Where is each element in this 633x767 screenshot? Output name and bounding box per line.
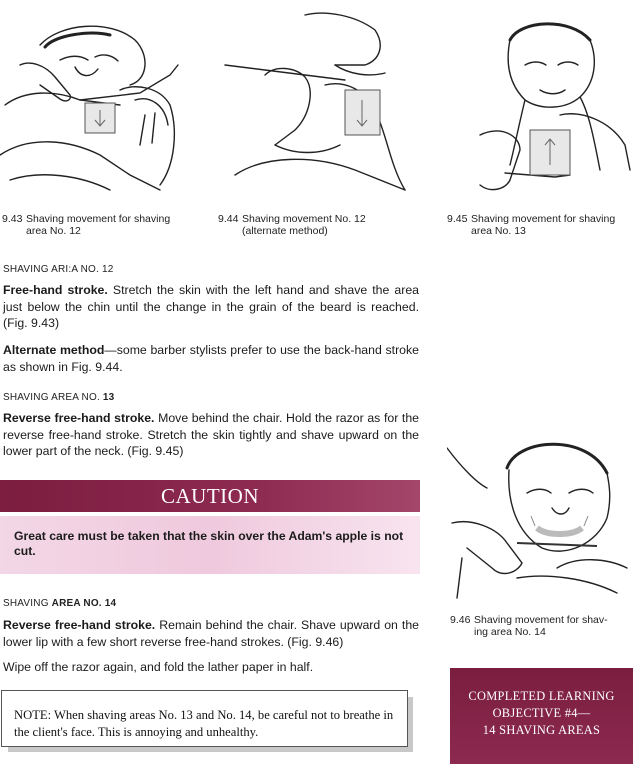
caption-line: Shaving movement for shaving: [26, 213, 171, 225]
term-reverse-free-hand-stroke: Reverse free-hand stroke.: [3, 411, 155, 425]
note-text: NOTE: When shaving areas No. 13 and No. 14, be careful not to breathe in the client's face. This is annoying and unhealthy.: [14, 708, 394, 739]
heading-text: SHAVING AREA NO.: [3, 392, 103, 403]
term-reverse-free-hand-stroke: Reverse free-hand stroke.: [3, 618, 156, 632]
objective-line: 14 SHAVING AREAS: [482, 723, 601, 737]
caption-line: Shaving movement for shaving: [471, 213, 616, 225]
note-box: [1, 690, 408, 747]
figure-9-43-caption: [2, 213, 202, 237]
caption-line: (alternate method): [242, 225, 328, 237]
section-12-paragraph-2: [3, 342, 419, 375]
section-14-heading: [3, 598, 116, 609]
paragraph-text: —some barber stylists prefer to use the back-hand stroke as shown in Fig. 9.44.: [3, 343, 419, 374]
section-12-heading: SHAVING ARI:A NO. 12: [3, 264, 114, 275]
term-free-hand-stroke: Free-hand stroke.: [3, 283, 108, 297]
caution-box: [0, 516, 420, 574]
figure-number: 9.46: [450, 614, 471, 626]
paragraph-text: Move behind the chair. Hold the razor as for the reverse free-hand stroke. Stretch the skin tightly and shave upward on the lower part of the neck. (Fig. 9.45): [3, 411, 420, 458]
term-alternate-method: Alternate method: [3, 343, 105, 357]
figure-9-46-caption: [450, 614, 633, 638]
heading-bold-text: AREA NO. 14: [51, 598, 117, 609]
caption-line: area No. 12: [26, 225, 81, 237]
figure-9-44-illustration: [205, 5, 415, 200]
section-12-paragraph-1: [3, 282, 419, 332]
paragraph-text: Stretch the skin with the left hand and shave the area just below the chin until the change in the grain of the beard is reached. (Fig. 9.43): [3, 283, 420, 330]
section-14-paragraph: [3, 617, 419, 650]
heading-number: 13: [102, 392, 115, 403]
figure-9-45-caption: [447, 213, 633, 237]
caution-title-bar: CAUTION: [0, 480, 420, 512]
figure-number: 9.43: [2, 213, 23, 225]
figure-number: 9.45: [447, 213, 468, 225]
figure-9-45-illustration: [440, 5, 633, 200]
objective-line: OBJECTIVE #4—: [492, 706, 591, 720]
caption-line: Shaving movement for shav-: [474, 614, 608, 626]
section-13-heading: [3, 392, 114, 403]
caption-line: ing area No. 14: [474, 626, 546, 638]
figure-9-44-caption: [218, 213, 428, 237]
objective-line: COMPLETED LEARNING: [468, 689, 615, 703]
completed-objective-box: [450, 668, 633, 764]
caption-line: area No. 13: [471, 225, 526, 237]
figure-9-43-illustration: [0, 5, 200, 200]
section-13-paragraph: [3, 410, 419, 460]
figure-9-46-illustration: [447, 428, 633, 608]
section-14-paragraph-2: Wipe off the razor again, and fold the lather paper in half.: [3, 660, 314, 674]
caption-line: Shaving movement No. 12: [242, 213, 366, 225]
figure-number: 9.44: [218, 213, 239, 225]
caution-text: Great care must be taken that the skin over the Adam's apple is not cut.: [14, 529, 404, 558]
paragraph-text: Remain behind the chair. Shave upward on the lower lip with a few short reverse free-hand strokes. (Fig. 9.46): [3, 618, 419, 649]
heading-text: SHAVING: [3, 598, 52, 609]
